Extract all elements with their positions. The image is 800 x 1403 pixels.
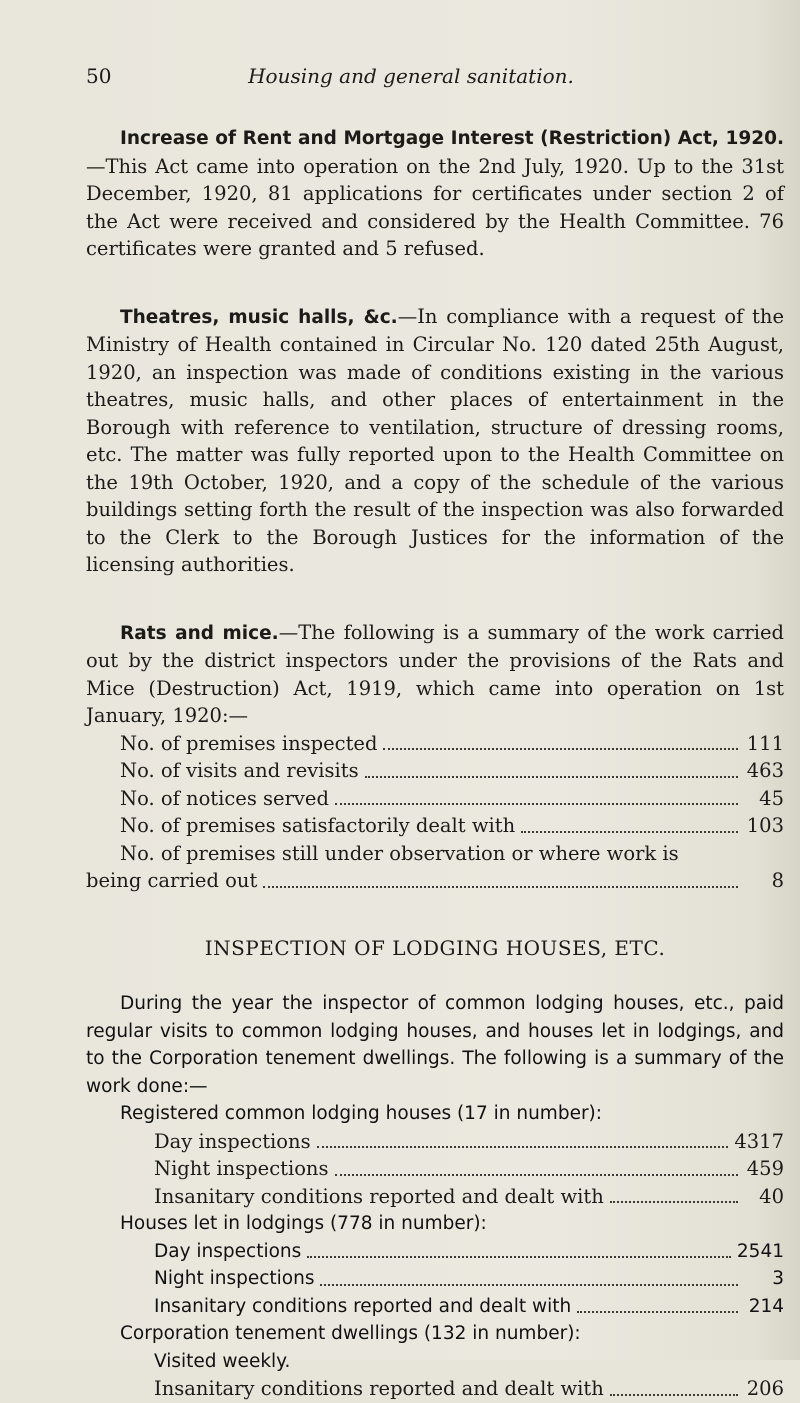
visited-note: Visited weekly.	[154, 1350, 291, 1372]
section-title: INSPECTION OF LODGING HOUSES, ETC.	[204, 935, 666, 960]
rats-heading: Rats and mice.	[120, 622, 279, 644]
list-item: being carried out 8	[86, 869, 784, 892]
list-item-line: No. of premises still under observation or where work is	[120, 841, 679, 865]
lodging-summary-list	[86, 1100, 784, 1403]
rent-act-paragraph	[86, 124, 784, 263]
list-item: Day inspections 4317	[154, 1129, 784, 1153]
list-item: Day inspections 2541	[154, 1240, 784, 1262]
running-title: Housing and general sanitation.	[248, 64, 574, 88]
group-title: Houses let in lodgings (778 in number):	[120, 1213, 487, 1234]
group-title: Corporation tenement dwellings (132 in number):	[120, 1323, 581, 1344]
group-title: Registered common lodging houses (17 in number):	[120, 1103, 603, 1124]
rent-act-text: —This Act came into operation on the 2nd July, 1920. Up to the 31st December, 1920, 81 applications for certificates under section 2 of the Act were received and considered by the Health Committee. 76 certificates were granted and 5 refused.	[86, 154, 784, 260]
theatres-paragraph	[86, 303, 784, 579]
page-content	[86, 124, 784, 1403]
rats-text: —The following is a summary of the work carried out by the district inspectors under the provisions of the Rats and Mice (Destruction) Act, 1919, which came into operation on 1st January, 1920:—	[86, 620, 785, 727]
list-item: No. of premises inspected 111	[120, 731, 784, 755]
list-item: No. of notices served 45	[120, 786, 784, 810]
list-item: Insanitary conditions reported and dealt with 206	[154, 1377, 784, 1400]
running-head	[86, 64, 736, 94]
list-item: Insanitary conditions reported and dealt with 40	[154, 1184, 784, 1208]
page-number: 50	[86, 64, 112, 88]
rats-summary-list	[86, 730, 784, 895]
list-item: Insanitary conditions reported and dealt with 214	[154, 1295, 784, 1317]
lodging-intro: During the year the inspector of common lodging houses, etc., paid regular visits to common lodging houses, and houses let in lodgings, and to the Corporation tenement dwellings. The following is a summary of the work done:—	[86, 993, 784, 1097]
list-item: No. of visits and revisits 463	[120, 759, 784, 782]
list-item: Night inspections 459	[154, 1157, 784, 1180]
list-item: No. of premises satisfactorily dealt with 103	[120, 814, 784, 837]
theatres-heading: Theatres, music halls, &c.	[120, 306, 398, 328]
rats-paragraph	[86, 619, 784, 730]
list-item: Night inspections 3	[154, 1268, 784, 1289]
rent-act-heading: Increase of Rent and Mortgage Interest (Restriction) Act, 1920.	[120, 128, 784, 149]
theatres-text: —In compliance with a request of the Ministry of Health contained in Circular No. 120 dated 25th August, 1920, an inspection was made of conditions existing in the various theatres, music halls, and other places of entertainment in the Borough with reference to ventilation, structure of dressing rooms, etc. The matter was fully reported upon to the Health Committee on the 19th October, 1920, and a copy of the schedule of the various buildings setting forth the result of the inspection was also forwarded to the Clerk to the Borough Justices for the information of the licensing authorities.	[86, 304, 784, 576]
